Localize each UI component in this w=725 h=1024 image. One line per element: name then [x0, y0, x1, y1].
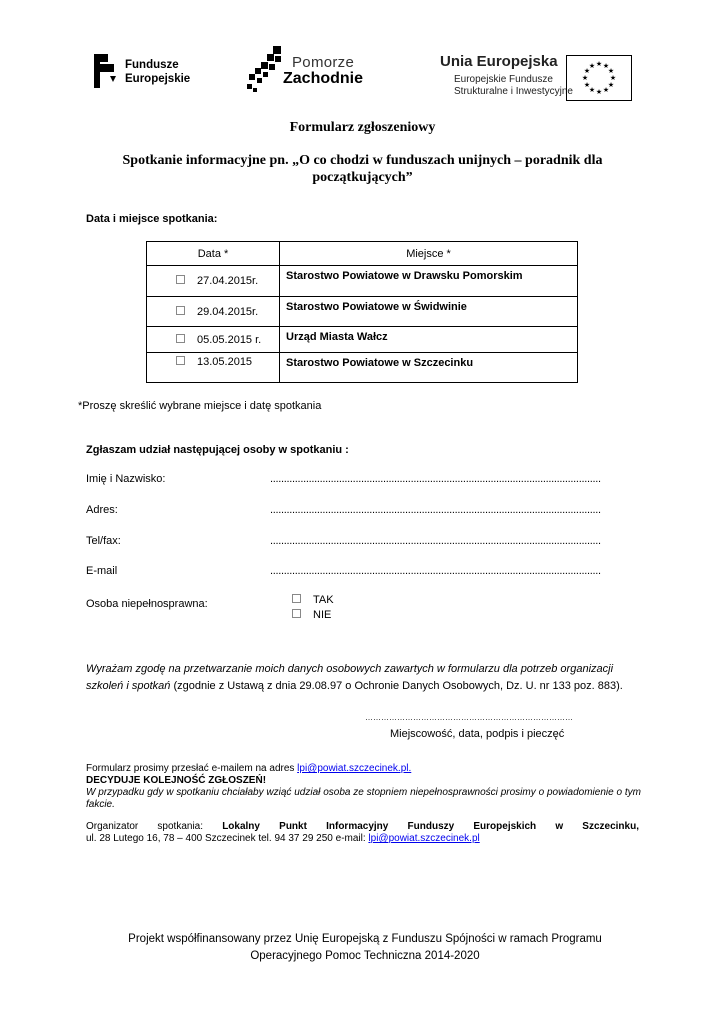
pomorze-zachodnie-icon: [243, 44, 287, 96]
fundusze-europejskie-logo: [92, 50, 202, 94]
consent-line2-italic: szkoleń i spotkań: [86, 680, 171, 692]
send-info: [86, 763, 641, 811]
organizer-address: ul. 28 Lutego 16, 78 – 400 Szczecinek tel. 94 37 29 250 e-mail:: [86, 833, 369, 844]
svg-text:★: ★: [588, 62, 596, 70]
organizer-label: Organizator spotkania:: [86, 821, 223, 832]
table-header-place: Miejsce *: [280, 242, 578, 266]
row-checkbox[interactable]: [176, 356, 185, 365]
svg-text:★: ★: [588, 86, 596, 94]
name-field[interactable]: ........................................................................................................................: [270, 473, 601, 485]
footer-line1: Projekt współfinansowany przez Unię Europejską z Funduszu Spójności w ramach Programu: [128, 933, 602, 945]
row-place: Starostwo Powiatowe w Drawsku Pomorskim: [280, 266, 578, 297]
address-label: Adres:: [86, 504, 118, 516]
row-place: Starostwo Powiatowe w Świdwinie: [280, 297, 578, 327]
option-no-label: NIE: [313, 609, 332, 621]
disability-option-no[interactable]: [292, 609, 331, 621]
ue-logo-sub2: Strukturalne i Inwestycyjne: [454, 86, 573, 97]
table-row: [147, 327, 578, 353]
table-row: [147, 353, 578, 383]
table-note: *Proszę skreślić wybrane miejsce i datę spotkania: [78, 400, 322, 412]
participant-heading: Zgłaszam udział następującej osoby w spotkaniu :: [86, 444, 349, 456]
footer-line2: Operacyjnego Pomoc Techniczna 2014-2020: [250, 950, 480, 962]
meeting-section-label: Data i miejsce spotkania:: [86, 213, 218, 225]
svg-text:★: ★: [595, 88, 603, 96]
signature-label: Miejscowość, data, podpis i pieczęć: [390, 728, 565, 740]
order-note: DECYDUJE KOLEJNOŚĆ ZGŁOSZEŃ!: [86, 775, 267, 786]
signature-line[interactable]: ……………………………………………………………………: [365, 713, 573, 722]
table-header-date: Data *: [147, 242, 280, 266]
disability-label: Osoba niepełnosprawna:: [86, 598, 208, 610]
row-place: Starostwo Powiatowe w Szczecinku: [280, 353, 578, 383]
svg-text:★: ★: [607, 67, 615, 75]
page-footer: [100, 931, 630, 965]
svg-text:★: ★: [581, 74, 589, 82]
consent-text: [86, 661, 646, 695]
pomorze-zachodnie-logo: [243, 44, 378, 96]
checkbox-icon: [292, 594, 301, 603]
svg-text:★: ★: [602, 62, 610, 70]
subtitle-line2: początkujących”: [312, 170, 413, 185]
fe-logo-line2: Europejskie: [125, 73, 191, 85]
name-label: Imię i Nazwisko:: [86, 473, 166, 485]
email-label: E-mail: [86, 565, 118, 577]
fe-logo-line1: Fundusze: [125, 59, 179, 71]
fundusze-europejskie-icon: [92, 50, 118, 90]
table-header-row: [147, 242, 578, 266]
disability-note: W przypadku gdy w spotkaniu chciałaby wziąć udział osoba ze stopniem niepełnosprawności prosimy o powiadomienie o tym fakcie.: [86, 787, 641, 810]
pz-logo-line1: Pomorze: [292, 54, 355, 71]
row-date: 05.05.2015 r.: [197, 333, 262, 346]
send-email-link[interactable]: lpi@powiat.szczecinek.pl.: [297, 763, 412, 774]
svg-text:★: ★: [602, 86, 610, 94]
address-field[interactable]: ........................................................................................................................: [270, 504, 601, 516]
pz-logo-line2: Zachodnie: [283, 70, 364, 87]
checkbox-icon: [292, 609, 301, 618]
ue-logo-title: Unia Europejska: [440, 53, 558, 70]
svg-text:★: ★: [595, 60, 603, 68]
row-checkbox[interactable]: [176, 334, 185, 343]
phone-field[interactable]: ........................................................................................................................: [270, 535, 601, 547]
svg-text:★: ★: [607, 81, 615, 89]
row-date: 13.05.2015: [197, 356, 253, 368]
consent-line2-rest: (zgodnie z Ustawą z dnia 29.08.97 o Ochronie Danych Osobowych, Dz. U. nr 133 poz. 883).: [170, 680, 623, 692]
table-row: [147, 297, 578, 327]
ue-logo-sub1: Europejskie Fundusze: [454, 74, 553, 85]
page-title: Formularz zgłoszeniowy: [289, 120, 436, 135]
row-checkbox[interactable]: [176, 306, 185, 315]
meeting-subtitle: [0, 152, 725, 186]
send-text: Formularz prosimy przesłać e-mailem na adres: [86, 763, 298, 774]
consent-line1: Wyrażam zgodę na przetwarzanie moich danych osobowych zawartych w formularzu dla potrzeb organizacji: [86, 663, 614, 675]
organizer-email-link[interactable]: lpi@powiat.szczecinek.pl: [368, 833, 480, 844]
svg-text:★: ★: [583, 81, 591, 89]
row-date: 27.04.2015r.: [197, 275, 259, 287]
svg-text:★: ★: [583, 67, 591, 75]
email-field[interactable]: ........................................................................................................................: [270, 565, 601, 577]
disability-option-yes[interactable]: [292, 594, 334, 606]
option-yes-label: TAK: [313, 594, 334, 606]
phone-label: Tel/fax:: [86, 535, 121, 547]
meeting-table: [146, 241, 578, 383]
svg-text:★: ★: [609, 74, 617, 82]
eu-flag-icon: [566, 55, 632, 101]
table-row: [147, 266, 578, 297]
row-place: Urząd Miasta Wałcz: [280, 327, 578, 353]
row-date: 29.04.2015r.: [197, 305, 259, 318]
organizer-name: Lokalny Punkt Informacyjny Funduszy Europejskich w Szczecinku,: [222, 821, 639, 832]
row-checkbox[interactable]: [176, 275, 185, 284]
organizer-info: [86, 821, 639, 845]
subtitle-line1: Spotkanie informacyjne pn. „O co chodzi w funduszach unijnych – poradnik dla: [122, 153, 603, 168]
